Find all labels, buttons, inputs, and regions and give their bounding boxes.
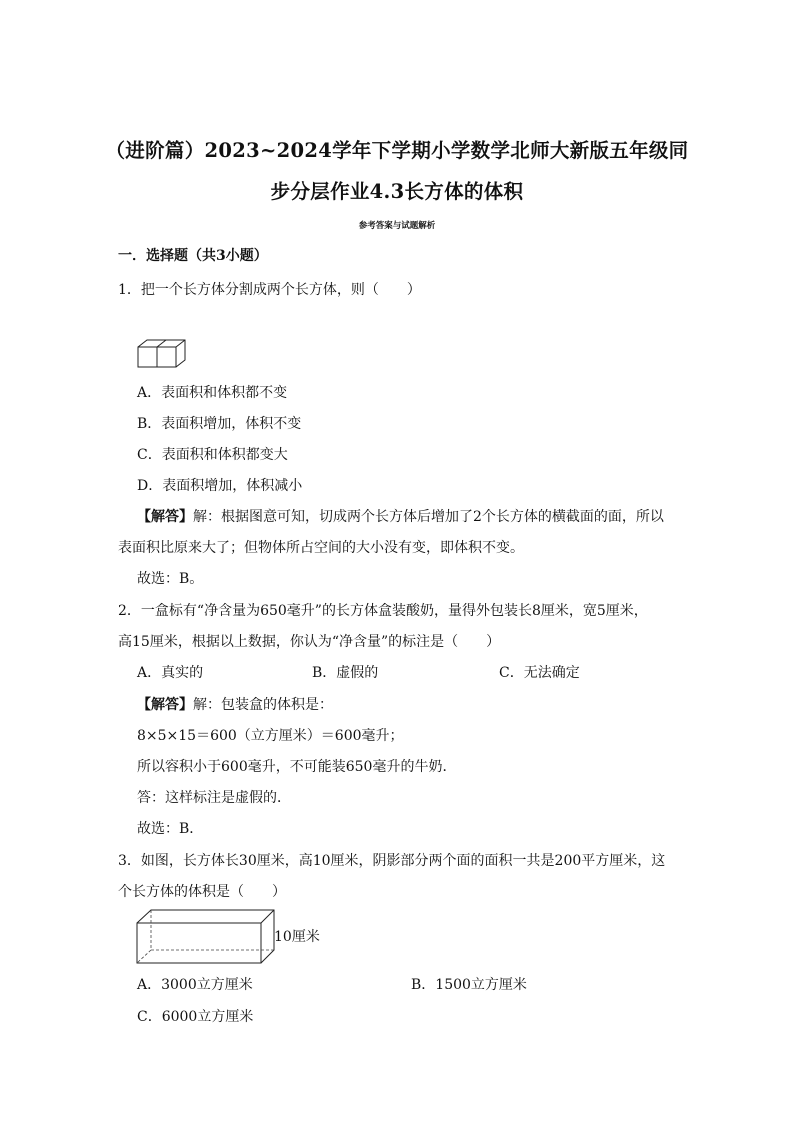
q3-option-b: B．1500立方厘米	[411, 977, 527, 993]
question-1-stem: 1．把一个长方体分割成两个长方体，则（ ）	[118, 282, 421, 298]
q2-answer-line-2: 8×5×15＝600（立方厘米）＝600毫升；	[137, 728, 404, 744]
cuboid-figure	[135, 908, 325, 968]
q3-option-a: A．3000立方厘米	[137, 977, 253, 993]
figure-height-label: 10厘米	[274, 929, 320, 945]
q2-answer-tag: 【解答】	[137, 697, 193, 713]
q2-option-b: B．虚假的	[312, 665, 379, 681]
q2-answer-line-1	[137, 695, 333, 715]
q1-choice: 故选：B。	[137, 571, 204, 587]
question-3-stem-line-1: 3．如图，长方体长30厘米，高10厘米，阴影部分两个面的面积一共是200平方厘米，这	[118, 853, 666, 869]
q1-option-a: A．表面积和体积都不变	[137, 385, 288, 401]
q1-answer-line-1	[137, 507, 664, 527]
q2-option-c: C．无法确定	[499, 665, 580, 681]
q2-answer-line-3: 所以容积小于600毫升，不可能装650毫升的牛奶．	[137, 759, 457, 775]
q1-answer-tag: 【解答】	[137, 509, 193, 525]
document-title-line-1: （进阶篇）2023~2024学年下学期小学数学北师大新版五年级同	[105, 139, 689, 162]
q1-answer-text-1: 解：根据图意可知，切成两个长方体后增加了2个长方体的横截面的面，所以	[193, 509, 664, 525]
section-header: 一．选择题（共3小题）	[118, 248, 268, 264]
q2-choice: 故选：B．	[137, 821, 204, 837]
question-2-stem-line-1: 2．一盒标有“净含量为650毫升”的长方体盒装酸奶，量得外包装长8厘米，宽5厘米，	[118, 603, 648, 619]
q3-option-c: C．6000立方厘米	[137, 1009, 254, 1025]
q1-option-d: D．表面积增加，体积减小	[137, 478, 303, 494]
document-subtitle: 参考答案与试题解析	[358, 221, 436, 231]
q2-answer-line-4: 答：这样标注是虚假的．	[137, 790, 291, 806]
q2-option-a: A．真实的	[137, 665, 204, 681]
q1-answer-line-2: 表面积比原来大了；但物体所占空间的大小没有变，即体积不变。	[118, 540, 524, 556]
question-2-stem-line-2: 高15厘米，根据以上数据，你认为“净含量”的标注是（ ）	[118, 634, 501, 650]
q1-option-b: B．表面积增加，体积不变	[137, 416, 302, 432]
document-title-line-2: 步分层作业4.3长方体的体积	[270, 180, 524, 203]
question-3-stem-line-2: 个长方体的体积是（ ）	[118, 884, 286, 900]
cuboid-split-figure	[136, 338, 188, 370]
q2-answer-text-1: 解：包装盒的体积是：	[193, 697, 333, 713]
q1-option-c: C．表面积和体积都变大	[137, 447, 288, 463]
